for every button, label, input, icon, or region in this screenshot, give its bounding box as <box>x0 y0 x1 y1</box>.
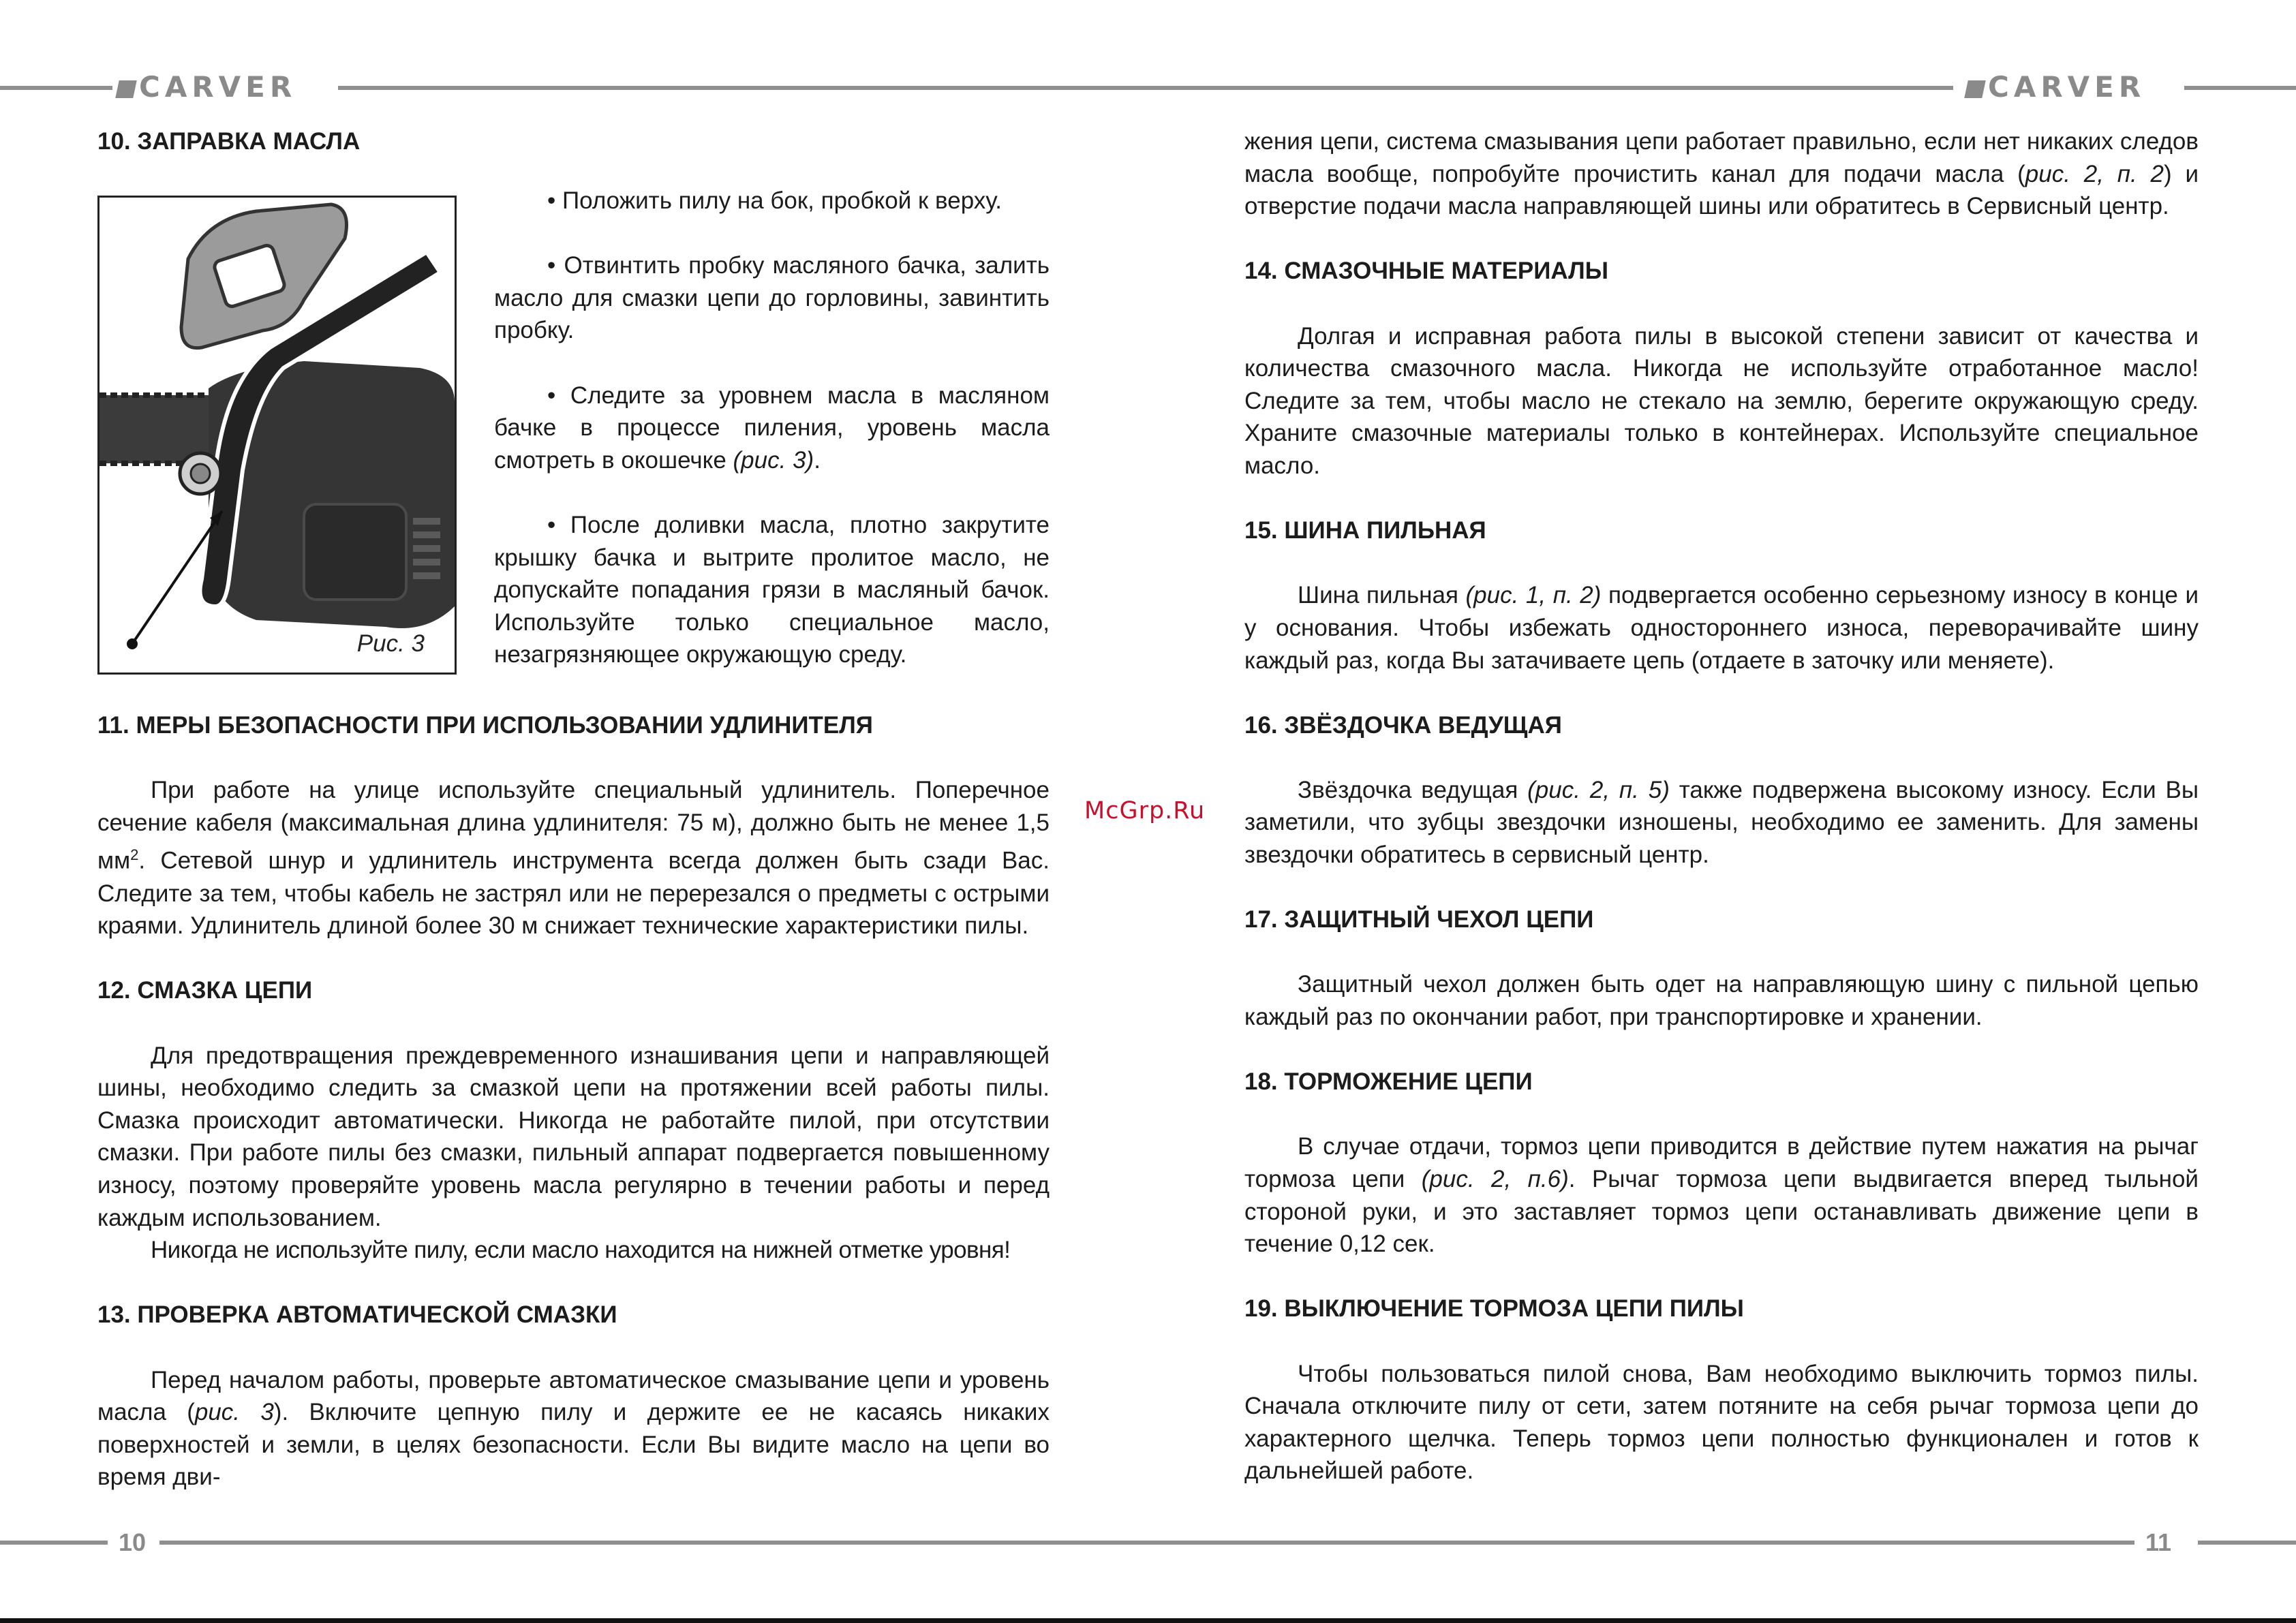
figure-3 <box>97 196 457 675</box>
section-13-text-a: Перед началом работы, проверьте автоматическое смазывание цепи и уровень масла ( <box>97 1366 1050 1426</box>
header-rule-center <box>338 86 1953 90</box>
brand-name: CARVER <box>139 70 297 104</box>
bullet-4: • После доливки масла, плотно закрутите крышку бачка и вытрите пролитое масло, не допускайте попадания грязи в масляный бачок. Используйте только специальное масло, незагрязняющее окружающую среду. <box>494 511 1050 668</box>
section-11-title: 11. МЕРЫ БЕЗОПАСНОСТИ ПРИ ИСПОЛЬЗОВАНИИ УДЛИНИТЕЛЯ <box>97 712 873 739</box>
section-15-text-a: Шина пильная <box>1298 582 1466 609</box>
section-10-bullets <box>494 185 1050 671</box>
left-column-lower <box>97 709 1050 1494</box>
section-14-paragraph: Долгая и исправная работа пилы в высокой степени зависит от качества и количества смазочного масла. Никогда не используйте отработанное масло! Следите за тем, чтобы масло не стекало на землю, берегите окружающую среду. Храните смазочные материалы только в контейнерах. Используйте специальное масло. <box>1244 322 2199 479</box>
logo-mark-icon <box>115 80 137 98</box>
section-16-paragraph <box>1244 774 2199 871</box>
section-19-title: 19. ВЫКЛЮЧЕНИЕ ТОРМОЗА ЦЕПИ ПИЛЫ <box>1244 1295 1744 1323</box>
right-column <box>1244 125 2199 1487</box>
section-18-title: 18. ТОРМОЖЕНИЕ ЦЕПИ <box>1244 1068 1533 1096</box>
continuation-text-a: жения цепи, система смазывания цепи работает правильно, если нет никаких следов масла вообще, попробуйте прочистить канал для подачи масла ( <box>1244 128 2199 187</box>
section-13-continuation <box>1244 125 2199 223</box>
page-number-right: 11 <box>2145 1528 2172 1556</box>
footer-rule-left <box>0 1541 108 1545</box>
section-16-text-b: также подвержена высокому износу. Если Вы заметили, что зубцы звездочки изношены, необходимо ее заменить. Для замены звездочки обратитесь в сервисный центр. <box>1244 776 2199 869</box>
bullet-3-ref: (рис. 3) <box>733 446 814 474</box>
brand-logo-left <box>117 70 297 104</box>
watermark: McGrp.Ru <box>1084 797 1206 824</box>
section-17-title: 17. ЗАЩИТНЫЙ ЧЕХОЛ ЦЕПИ <box>1244 906 1594 933</box>
section-13-text-b: ). Включите цепную пилу и держите ее не касаясь никаких поверхностей и земли, в целях безопасности. Если Вы видите масло на цепи во время дви- <box>97 1399 1050 1491</box>
bullet-3-text: • Следите за уровнем масла в масляном бачке в процессе пиления, уровень масла смотреть в окошечке <box>494 382 1050 474</box>
section-13-paragraph <box>97 1364 1050 1494</box>
section-15-ref: (рис. 1, п. 2) <box>1465 582 1602 609</box>
section-12-paragraph-1: Для предотвращения преждевременного изнашивания цепи и направляющей шины, необходимо следить за смазкой цепи на протяжении всей работы пилы. Смазка происходит автоматически. Никогда не работайте пилой, при отсутствии смазки. При работе пилы без смазки, пильный аппарат подвергается повышенному износу, поэтому проверяйте уровень масла регулярно в течении работы и перед каждым использованием. <box>97 1042 1050 1231</box>
continuation-ref: рис. 2, п. 2 <box>2025 160 2164 187</box>
section-15-paragraph <box>1244 579 2199 677</box>
brand-logo-right <box>1966 70 2146 104</box>
section-10-title: 10. ЗАПРАВКА МАСЛА <box>97 128 361 155</box>
section-16-ref: (рис. 2, п. 5) <box>1527 776 1670 803</box>
section-15-text-b: подвергается особенно серьезному износу в конце и у основания. Чтобы избежать одностороннего износа, переворачивайте шину каждый раз, когда Вы затачиваете цепь (отдаете в заточку или меняете). <box>1244 582 2199 674</box>
section-17-paragraph: Защитный чехол должен быть одет на направляющую шину с пильной цепью каждый раз по окончании работ, при транспортировке и хранении. <box>1244 971 2199 1031</box>
section-15-title: 15. ШИНА ПИЛЬНАЯ <box>1244 517 1486 544</box>
section-18-text-b: . Рычаг тормоза цепи выдвигается вперед тыльной стороной руки, и это заставляет тормоз цепи останавливать движение цепи в течение 0,12 сек. <box>1244 1166 2199 1258</box>
section-18-ref: (рис. 2, п.6) <box>1421 1166 1569 1192</box>
section-11-text-a: При работе на улице используйте специальный удлинитель. Поперечное сечение кабеля (максимальная длина удлинителя: 75 м), должно быть не менее 1,5 мм <box>97 777 1050 875</box>
logo-mark-icon <box>1964 80 1986 98</box>
bullet-3: • Следите за уровнем масла в масляном бачке в процессе пиления, уровень масла смотреть в окошечке (рис. 3). <box>494 382 1050 474</box>
page-number-left: 10 <box>119 1528 147 1556</box>
section-16-title: 16. ЗВЁЗДОЧКА ВЕДУЩАЯ <box>1244 711 1562 739</box>
bullet-1: • Положить пилу на бок, пробкой к верху. <box>547 187 1002 214</box>
footer-rule-center <box>159 1541 2134 1545</box>
figure-3-caption: Рис. 3 <box>356 630 425 657</box>
section-14-title: 14. СМАЗОЧНЫЕ МАТЕРИАЛЫ <box>1244 258 1608 285</box>
brand-name: CARVER <box>1988 70 2146 104</box>
section-13-title: 13. ПРОВЕРКА АВТОМАТИЧЕСКОЙ СМАЗКИ <box>97 1301 617 1329</box>
section-10-heading-block <box>97 125 1052 158</box>
header-rule-right <box>2184 86 2296 90</box>
bottom-edge <box>0 1618 2296 1623</box>
section-13-ref: рис. 3 <box>194 1399 274 1426</box>
header-rule-left <box>0 86 112 90</box>
continuation-text-b: ) и отверстие подачи масла направляющей шины или обратитесь в Сервисный центр. <box>1244 160 2199 220</box>
section-18-text-a: В случае отдачи, тормоз цепи приводится в действие путем нажатия на рычаг тормоза цепи <box>1244 1133 2199 1192</box>
bullet-2: • Отвинтить пробку масляного бачка, залить масло для смазки цепи до горловины, завинтить пробку. <box>494 252 1050 344</box>
section-18-paragraph <box>1244 1130 2199 1260</box>
section-12-paragraph-2: Никогда не используйте пилу, если масло находится на нижней отметке уровня! <box>151 1237 1011 1264</box>
footer-rule-right <box>2198 1541 2296 1545</box>
section-16-text-a: Звёздочка ведущая <box>1298 776 1528 803</box>
section-11-text-b: . Сетевой шнур и удлинитель инструмента всегда должен быть сзади Вас. Следите за тем, чтобы кабель не застрял или не перерезался о предметы с острыми краями. Удлинитель длиной более 30 м снижает технические характеристики пилы. <box>97 848 1050 940</box>
section-19-paragraph: Чтобы пользоваться пилой снова, Вам необходимо выключить тормоз пилы. Сначала отключите пилу от сети, затем потяните на себя рычаг тормоза цепи до характерного щелчка. Теперь тормоз цепи полностью функционален и готов к дальнейшей работе. <box>1244 1360 2199 1485</box>
chainsaw-illustration <box>100 198 455 673</box>
section-12-title: 12. СМАЗКА ЦЕПИ <box>97 977 313 1004</box>
section-11-paragraph <box>97 774 1050 942</box>
superscript: 2 <box>130 846 139 864</box>
